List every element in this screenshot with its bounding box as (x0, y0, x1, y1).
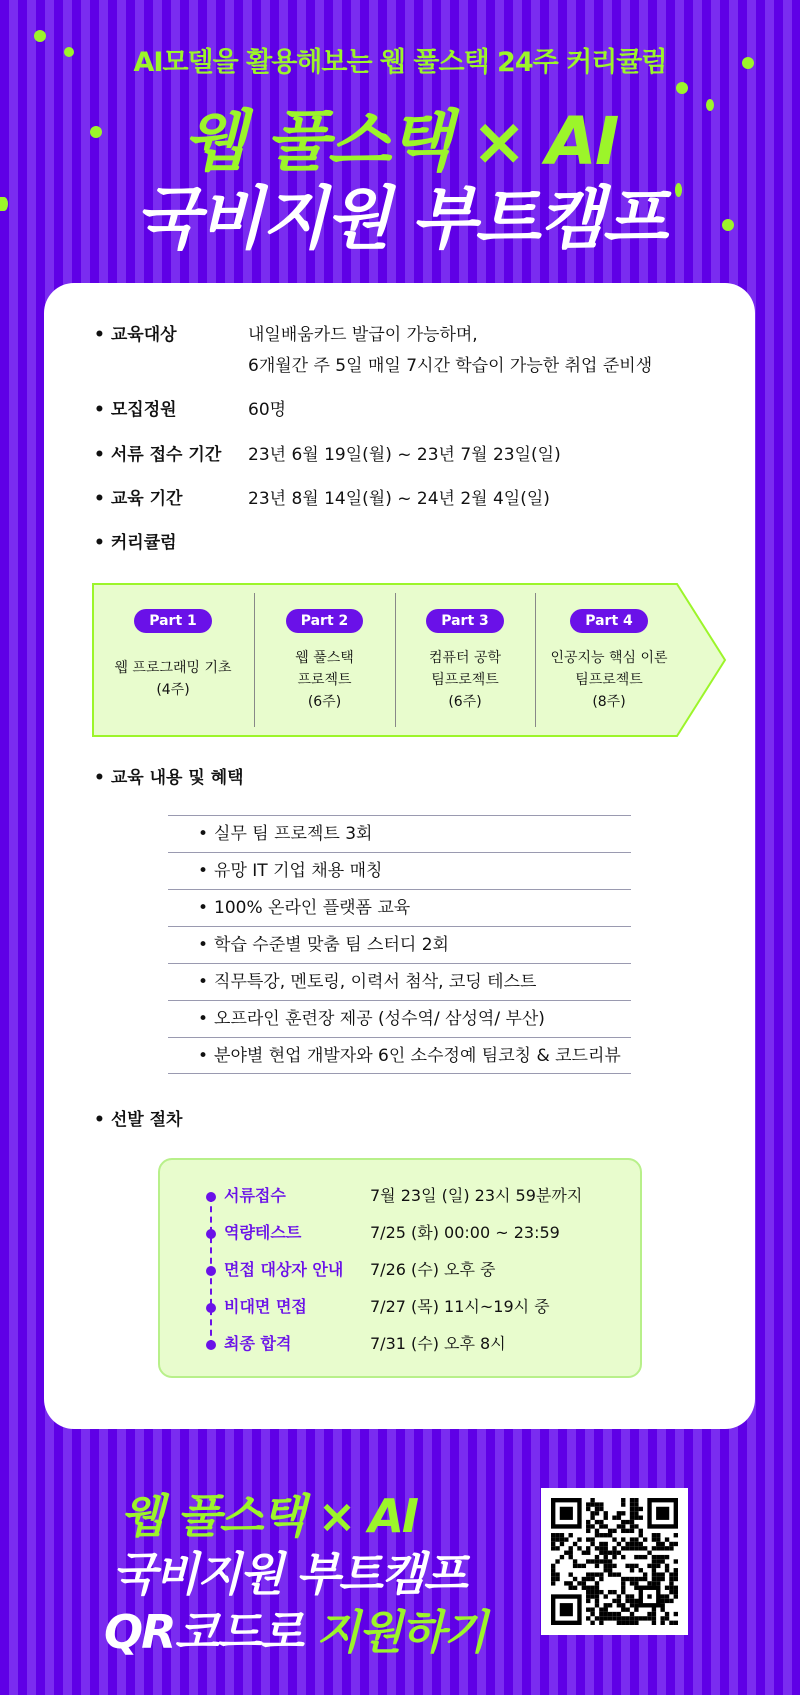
step-row (160, 1295, 640, 1319)
info-value: 23년 6월 19일(월) ~ 23년 7월 23일(일) (248, 445, 561, 465)
selection-steps (158, 1158, 642, 1378)
list-item: • 학습 수준별 맞춤 팀 스터디 2회 (168, 926, 631, 963)
benefits-label: • 교육 내용 및 혜택 (94, 763, 394, 794)
part-badge: Part 2 (286, 609, 364, 633)
part-text: 컴퓨터 공학 팀프로젝트 (6주) (428, 650, 502, 710)
step-row (160, 1221, 640, 1245)
cta-line3-green: 지원하기 (315, 1605, 486, 1659)
info-label: • 모집정원 (94, 395, 244, 426)
step-name: 역량테스트 (224, 1223, 302, 1242)
info-label: • 교육대상 (94, 320, 244, 351)
step-time: 7/25 (화) 00:00 ~ 23:59 (370, 1223, 560, 1242)
part-text: 웹 풀스택 프로젝트 (6주) (295, 650, 354, 710)
info-label: • 서류 접수 기간 (94, 440, 244, 471)
curriculum-arrow (92, 583, 727, 737)
step-time: 7월 23일 (일) 23시 59분까지 (370, 1186, 583, 1205)
part-badge: Part 1 (134, 609, 212, 633)
info-card (44, 283, 755, 1429)
step-dot (206, 1229, 216, 1239)
info-value: 23년 8월 14일(월) ~ 24년 2월 4일(일) (248, 489, 550, 509)
list-item: • 실무 팀 프로젝트 3회 (168, 815, 631, 852)
step-name: 서류접수 (224, 1186, 286, 1205)
curriculum-part-4 (535, 583, 683, 737)
benefits-list (168, 815, 631, 1074)
part-text: 인공지능 핵심 이론 팀프로젝트 (8주) (550, 650, 668, 710)
step-dot (206, 1266, 216, 1276)
step-dot (206, 1192, 216, 1202)
step-row (160, 1258, 640, 1282)
hero-title-line2: 국비지원 부트캠프 (134, 180, 666, 259)
cta-line1: 웹 풀스택 × AI (120, 1489, 418, 1543)
list-item: • 분야별 현업 개발자와 6인 소수정예 팀코칭 & 코드리뷰 (168, 1037, 631, 1074)
step-time: 7/31 (수) 오후 8시 (370, 1334, 506, 1353)
step-name: 면접 대상자 안내 (224, 1260, 344, 1279)
hero-subtitle: AI모델을 활용해보는 웹 풀스택 24주 커리큘럼 (133, 47, 667, 78)
cta-line2: 국비지원 부트캠프 (112, 1547, 466, 1601)
part-text: 웹 프로그래밍 기초 (4주) (114, 660, 232, 698)
step-time: 7/27 (목) 11시~19시 중 (370, 1297, 550, 1316)
info-label: • 커리큘럼 (94, 528, 244, 559)
cta-line3 (104, 1596, 486, 1662)
step-name: 비대면 면접 (224, 1297, 307, 1316)
step-row (160, 1332, 640, 1356)
list-item: • 오프라인 훈련장 제공 (성수역/ 삼성역/ 부산) (168, 1000, 631, 1037)
curriculum-part-3 (395, 583, 535, 737)
part-badge: Part 3 (426, 609, 504, 633)
info-value: 내일배움카드 발급이 가능하며, (248, 325, 478, 345)
qr-code-graphic (551, 1498, 678, 1625)
info-value: 60명 (248, 400, 287, 420)
selection-label: • 선발 절차 (94, 1105, 244, 1136)
qr-code-icon[interactable] (541, 1488, 688, 1635)
info-value: 6개월간 주 5일 매일 7시간 학습이 가능한 취업 준비생 (248, 356, 653, 376)
list-item: • 직무특강, 멘토링, 이력서 첨삭, 코딩 테스트 (168, 963, 631, 1000)
step-name: 최종 합격 (224, 1334, 292, 1353)
list-item: • 100% 온라인 플랫폼 교육 (168, 889, 631, 926)
step-dot (206, 1303, 216, 1313)
curriculum-part-2 (254, 583, 395, 737)
cta-line3-white: QR코드로 (104, 1605, 316, 1659)
curriculum-part-1 (92, 583, 254, 737)
step-time: 7/26 (수) 오후 중 (370, 1260, 496, 1279)
hero-title-line1: 웹 풀스택 × AI (182, 103, 618, 180)
step-row (160, 1184, 640, 1208)
step-dot (206, 1340, 216, 1350)
list-item: • 유망 IT 기업 채용 매칭 (168, 852, 631, 889)
part-badge: Part 4 (570, 609, 648, 633)
info-label: • 교육 기간 (94, 484, 244, 515)
